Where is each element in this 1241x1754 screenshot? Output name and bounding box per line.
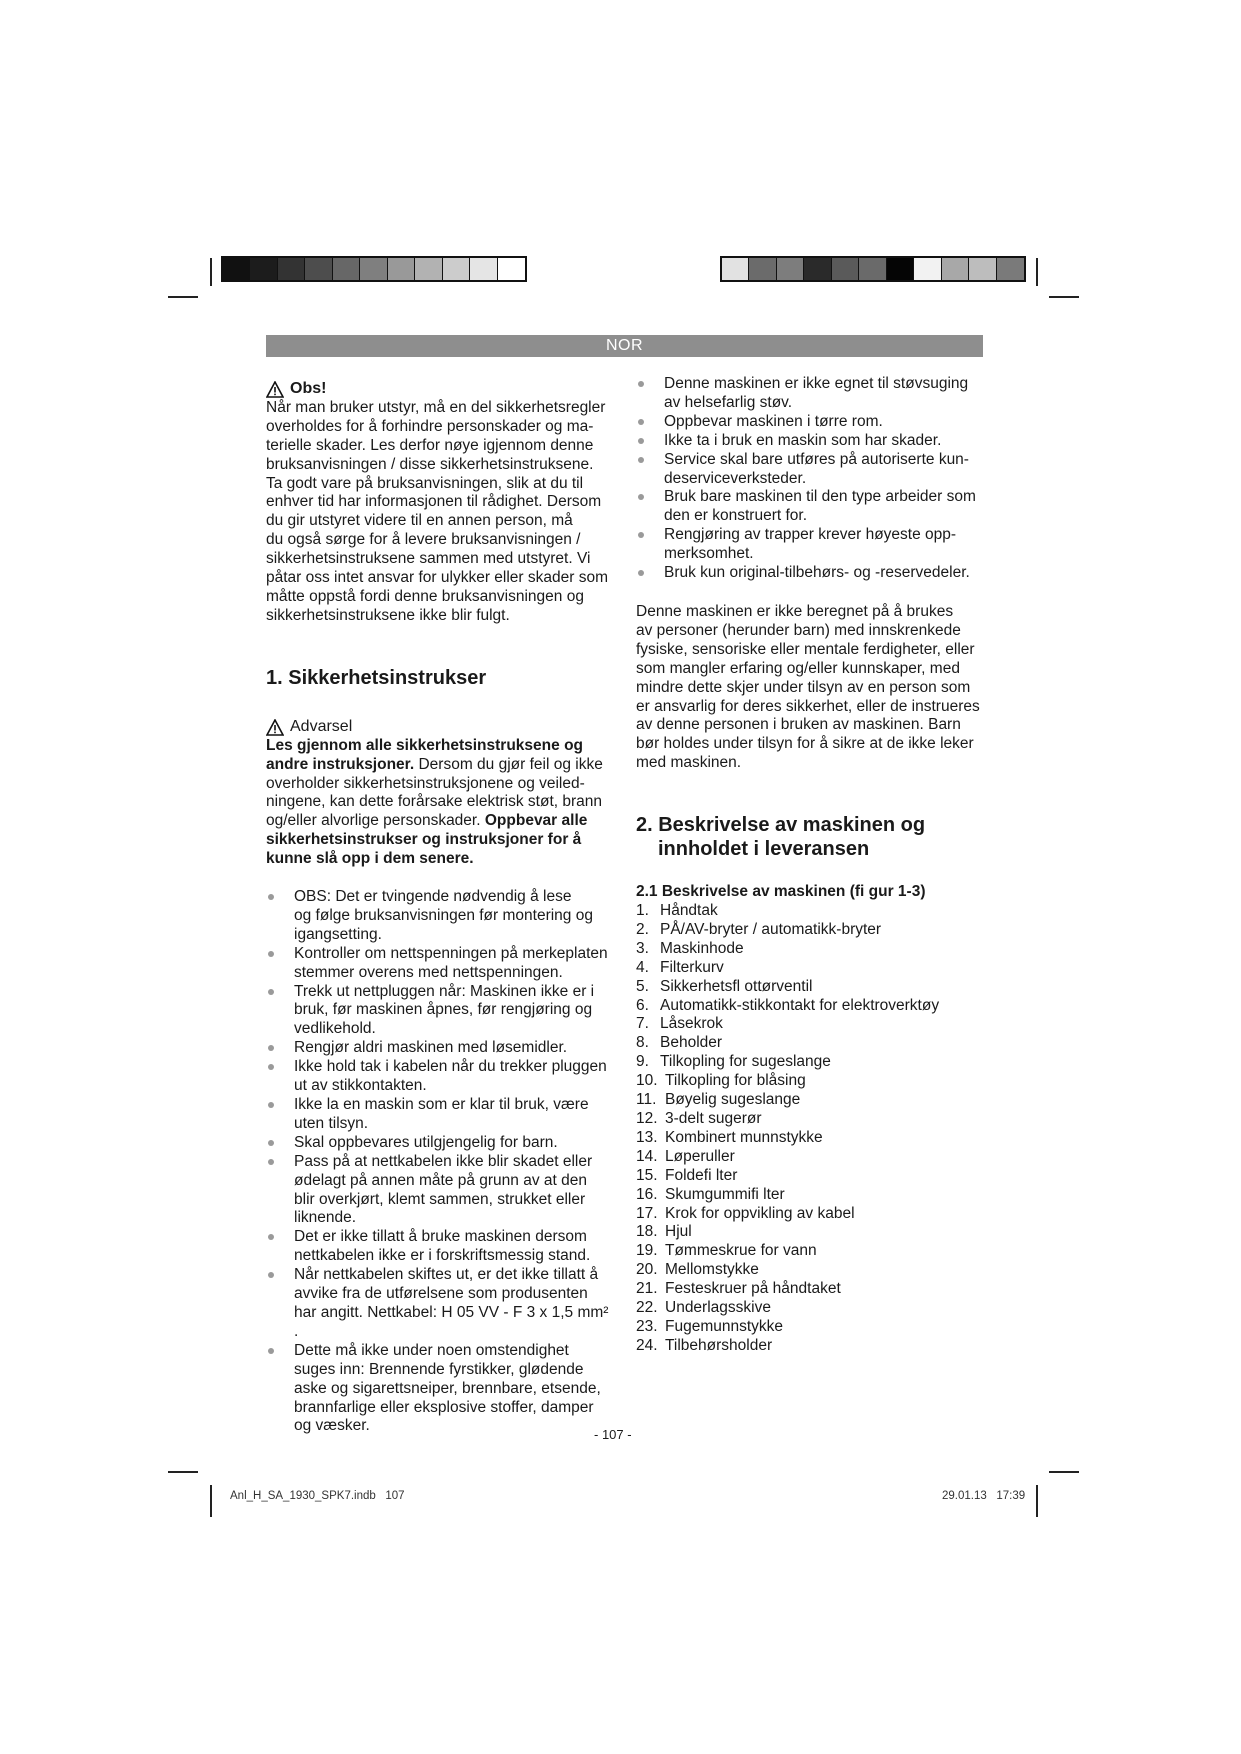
part-label: Krok for oppvikling av kabel xyxy=(665,1204,855,1222)
color-swatch xyxy=(388,258,415,280)
list-item: Skal oppbevares utilgjengelig for barn. xyxy=(266,1134,616,1153)
part-label: Filterkurv xyxy=(660,958,724,976)
list-item: Service skal bare utføres på autoriserte kun- deserviceverksteder. xyxy=(636,451,988,489)
list-item: Ikke ta i bruk en maskin som har skader. xyxy=(636,432,988,451)
color-swatch xyxy=(997,258,1024,280)
obs-heading xyxy=(266,380,616,399)
part-number: 5. xyxy=(636,977,649,995)
part-label: Automatikk-stikkontakt for elektroverktøy xyxy=(660,996,940,1014)
part-number: 6. xyxy=(636,996,649,1014)
part-label: Låsekrok xyxy=(660,1015,723,1033)
list-item: Bruk bare maskinen til den type arbeider som den er konstruert for. xyxy=(636,488,988,526)
color-swatch xyxy=(749,258,776,280)
obs-line: overholdes for å forhindre personskader og ma- xyxy=(266,417,594,435)
part-list-item xyxy=(636,978,988,997)
crop-mark-bottom-right-vertical xyxy=(1036,1485,1038,1517)
part-number: 2. xyxy=(636,920,649,938)
part-number: 16. xyxy=(636,1185,658,1203)
part-number: 9. xyxy=(636,1053,649,1071)
color-swatch xyxy=(942,258,969,280)
part-number: 3. xyxy=(636,939,649,957)
part-number: 21. xyxy=(636,1280,658,1298)
crop-mark-top-left-vertical xyxy=(210,258,212,286)
warning-heading-text: Advarsel xyxy=(290,717,353,735)
part-list-item xyxy=(636,1186,988,1205)
part-list-item xyxy=(636,921,988,940)
list-item: Bruk kun original-tilbehørs- og -reservedeler. xyxy=(636,564,988,583)
part-list-item xyxy=(636,1091,988,1110)
part-number: 11. xyxy=(636,1091,657,1109)
part-number: 17. xyxy=(636,1204,658,1222)
color-swatch xyxy=(722,258,749,280)
warning-triangle-icon xyxy=(266,381,284,398)
part-label: Beholder xyxy=(660,1034,723,1052)
color-swatch xyxy=(360,258,387,280)
footer-file-name: Anl_H_SA_1930_SPK7.indb 107 xyxy=(230,1490,405,1502)
list-item: Denne maskinen er ikke egnet til støvsuging av helsefarlig støv. xyxy=(636,375,988,413)
part-list-item xyxy=(636,902,988,921)
language-label: NOR xyxy=(605,337,644,354)
parts-list xyxy=(636,902,988,1356)
page-number: - 107 - xyxy=(594,1427,632,1442)
part-number: 8. xyxy=(636,1034,649,1052)
list-item: Ikke hold tak i kabelen når du trekker pluggen ut av stikkontakten. xyxy=(266,1058,616,1096)
crop-mark-bottom-left-vertical xyxy=(210,1485,212,1517)
obs-line: enhver tid har informasjonen til rådighet. Dersom xyxy=(266,493,602,511)
section-1-title: 1. Sikkerhetsinstrukser xyxy=(266,666,487,689)
part-label: Tilkopling for blåsing xyxy=(665,1072,806,1090)
part-number: 22. xyxy=(636,1299,658,1317)
left-safety-list xyxy=(266,888,616,1436)
color-swatch xyxy=(832,258,859,280)
part-list-item xyxy=(636,1129,988,1148)
part-list-item xyxy=(636,1223,988,1242)
obs-line: måtte oppstå fordi denne bruksanvisningen og xyxy=(266,587,584,605)
part-label: Fugemunnstykke xyxy=(665,1317,784,1335)
color-swatch xyxy=(250,258,277,280)
language-header-bar xyxy=(266,335,983,357)
part-number: 4. xyxy=(636,958,649,976)
obs-paragraph xyxy=(266,399,616,626)
section-2-title: 2. Beskrivelse av maskinen og innholdet i leveransen xyxy=(636,814,926,861)
part-label: Tømmeskrue for vann xyxy=(665,1242,817,1260)
warning-triangle-icon xyxy=(266,719,284,736)
color-calibration-bar-right xyxy=(720,256,1026,282)
part-list-item xyxy=(636,1072,988,1091)
crop-mark-top-left-horizontal xyxy=(168,296,198,298)
warning-line: andre instruksjoner. Dersom du gjør feil og ikke xyxy=(266,755,603,773)
part-number: 7. xyxy=(636,1015,649,1033)
part-label: Tilkopling for sugeslange xyxy=(660,1053,831,1071)
part-label: 3-delt sugerør xyxy=(665,1110,762,1127)
color-calibration-bar-left xyxy=(221,256,527,282)
warning-line: Les gjennom alle sikkerhetsinstruksene og xyxy=(266,736,584,754)
subsection-2-1-title: 2.1 Beskrivelse av maskinen (fi gur 1-3) xyxy=(636,883,926,901)
crop-mark-top-right-horizontal xyxy=(1049,296,1079,298)
right-column xyxy=(636,375,988,1356)
color-swatch xyxy=(415,258,442,280)
color-swatch xyxy=(969,258,996,280)
part-label: Mellomstykke xyxy=(665,1261,759,1279)
part-label: Hjul xyxy=(665,1223,692,1241)
obs-line: Når man bruker utstyr, må en del sikkerhetsregler xyxy=(266,398,606,416)
color-swatch xyxy=(777,258,804,280)
color-swatch xyxy=(859,258,886,280)
part-list-item xyxy=(636,1148,988,1167)
color-swatch xyxy=(333,258,360,280)
part-list-item xyxy=(636,1110,988,1129)
warning-line: sikkerhetsinstrukser og instruksjoner for å xyxy=(266,831,582,849)
part-number: 12. xyxy=(636,1110,658,1127)
part-label: Sikkerhetsfl ottørventil xyxy=(660,977,813,995)
color-swatch xyxy=(914,258,941,280)
left-column xyxy=(266,380,616,1436)
crop-mark-bottom-left-horizontal xyxy=(168,1471,198,1473)
obs-line: sikkerhetsinstruksene ikke blir fulgt. xyxy=(266,606,510,624)
part-label: Underlagsskive xyxy=(665,1299,771,1317)
part-label: Bøyelig sugeslange xyxy=(665,1091,801,1109)
obs-line: bruksanvisningen / disse sikkerhetsinstruksene. xyxy=(266,455,594,473)
obs-line: påtar oss intet ansvar for ulykker eller skader som xyxy=(266,569,608,587)
part-number: 15. xyxy=(636,1166,658,1184)
crop-mark-top-right-vertical xyxy=(1036,258,1038,286)
part-label: Løperuller xyxy=(665,1147,735,1165)
obs-line: sikkerhetsinstruksene sammen med utstyret. Vi xyxy=(266,550,591,568)
crop-mark-bottom-right-horizontal xyxy=(1049,1471,1079,1473)
part-list-item xyxy=(636,1167,988,1186)
part-number: 23. xyxy=(636,1317,658,1335)
list-item: Pass på at nettkabelen ikke blir skadet eller ødelagt på annen måte på grunn av at den blir overkjørt, klemt sammen, strukket eller liknende. xyxy=(266,1153,616,1229)
warning-line: kunne slå opp i dem senere. xyxy=(266,850,474,868)
footer-timestamp: 29.01.13 17:39 xyxy=(942,1490,1026,1502)
list-item: Ikke la en maskin som er klar til bruk, være uten tilsyn. xyxy=(266,1096,616,1134)
part-list-item xyxy=(636,1280,988,1299)
color-swatch xyxy=(804,258,831,280)
list-item: Rengjør aldri maskinen med løsemidler. xyxy=(266,1039,616,1058)
obs-line: du også sørge for å levere bruksanvisningen / xyxy=(266,531,581,549)
color-swatch xyxy=(223,258,250,280)
part-number: 20. xyxy=(636,1261,658,1279)
part-list-item xyxy=(636,1337,988,1356)
part-list-item xyxy=(636,1318,988,1337)
obs-line: du gir utstyret videre til en annen person, må xyxy=(266,512,573,530)
part-list-item xyxy=(636,1205,988,1224)
part-label: PÅ/AV-bryter / automatikk-bryter xyxy=(660,920,882,938)
obs-line: terielle skader. Les derfor nøye igjennom denne xyxy=(266,436,594,454)
part-list-item xyxy=(636,1015,988,1034)
list-item: Oppbevar maskinen i tørre rom. xyxy=(636,413,988,432)
color-swatch xyxy=(470,258,497,280)
part-number: 14. xyxy=(636,1147,658,1165)
part-number: 1. xyxy=(636,902,649,920)
color-swatch xyxy=(278,258,305,280)
part-label: Kombinert munnstykke xyxy=(665,1128,823,1146)
part-number: 13. xyxy=(636,1128,658,1146)
warning-paragraph xyxy=(266,737,616,869)
part-list-item xyxy=(636,940,988,959)
part-label: Foldefi lter xyxy=(665,1166,738,1184)
obs-heading-text: Obs! xyxy=(290,380,327,397)
part-list-item xyxy=(636,1261,988,1280)
part-list-item xyxy=(636,997,988,1016)
list-item: Kontroller om nettspenningen på merkeplaten stemmer overens med nettspenningen. xyxy=(266,945,616,983)
part-label: Festeskruer på håndtaket xyxy=(665,1280,841,1298)
part-list-item xyxy=(636,1053,988,1072)
part-number: 24. xyxy=(636,1336,658,1354)
children-notice-paragraph: Denne maskinen er ikke beregnet på å brukes av personer (herunder barn) med innskrenkede fysiske, sensoriske eller mentale ferdigheter, eller som mangler erfaring og/eller kunnskaper, med mindre dette skjer under tilsyn av en person som er ansvarlig for deres sikkerhet, eller de instrueres av denne personen i bruken av maskinen. Barn bør holdes under tilsyn for å sikre at de ikke leker med maskinen. xyxy=(636,602,980,772)
part-list-item xyxy=(636,1034,988,1053)
color-swatch xyxy=(498,258,525,280)
obs-line: Ta godt vare på bruksanvisningen, slik at du til xyxy=(266,474,584,492)
warning-line: ningene, kan dette forårsake elektrisk støt, brann xyxy=(266,793,603,811)
list-item: Dette må ikke under noen omstendighet suges inn: Brennende fyrstikker, glødende aske og sigarettsneiper, brennbare, etsende, brannfarlige eller eksplosive stoffer, damper og væsker. xyxy=(266,1342,616,1437)
part-label: Håndtak xyxy=(660,902,718,920)
part-list-item xyxy=(636,1242,988,1261)
part-label: Maskinhode xyxy=(660,939,744,957)
color-swatch xyxy=(443,258,470,280)
part-list-item xyxy=(636,959,988,978)
color-swatch xyxy=(887,258,914,280)
right-safety-list xyxy=(636,375,988,583)
part-label: Tilbehørsholder xyxy=(665,1336,773,1354)
part-label: Skumgummifi lter xyxy=(665,1185,785,1203)
list-item: OBS: Det er tvingende nødvendig å lese og følge bruksanvisningen før montering og igangsetting. xyxy=(266,888,616,945)
list-item: Rengjøring av trapper krever høyeste opp- merksomhet. xyxy=(636,526,988,564)
warning-line: overholder sikkerhetsinstruksjonene og veiled- xyxy=(266,774,585,792)
color-swatch xyxy=(305,258,332,280)
part-number: 19. xyxy=(636,1242,658,1260)
part-list-item xyxy=(636,1299,988,1318)
list-item: Trekk ut nettpluggen når: Maskinen ikke er i bruk, før maskinen åpnes, før rengjøring og vedlikehold. xyxy=(266,983,616,1040)
part-number: 10. xyxy=(636,1072,658,1090)
list-item: Når nettkabelen skiftes ut, er det ikke tillatt å avvike fra de utførelsene som produsenten har angitt. Nettkabel: H 05 VV - F 3 x 1,5 mm² . xyxy=(266,1266,616,1342)
part-number: 18. xyxy=(636,1223,658,1241)
list-item: Det er ikke tillatt å bruke maskinen dersom nettkabelen ikke er i forskriftsmessig stand. xyxy=(266,1228,616,1266)
warning-line: og/eller alvorlige personskader. Oppbevar alle xyxy=(266,812,588,830)
warning-heading xyxy=(266,718,616,737)
